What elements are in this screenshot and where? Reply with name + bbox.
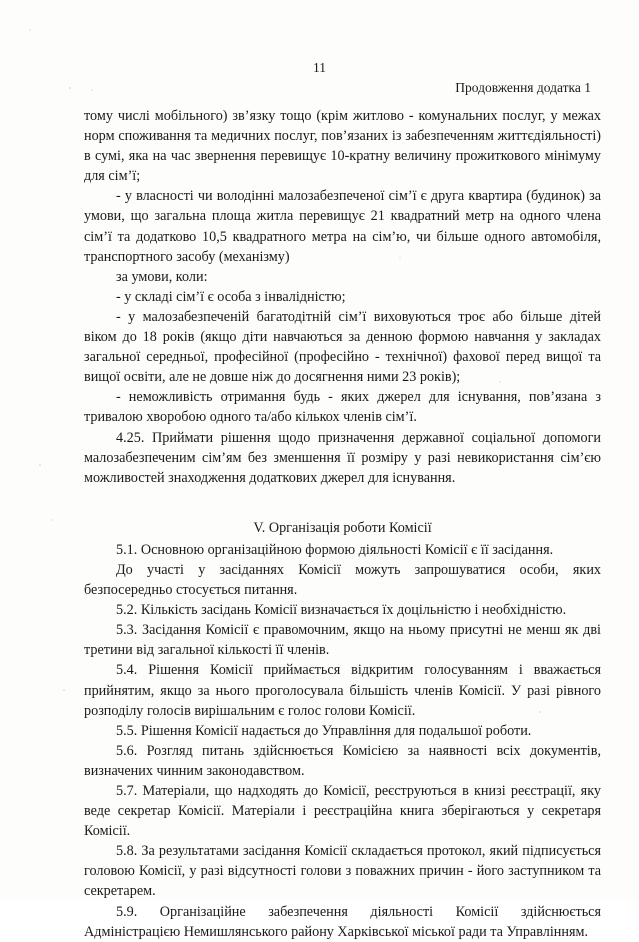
paragraph: - у малозабезпеченій багатодітній сім’ї виховуються троє або більше дітей віком до 18 років (якщо діти навчаються за денною формою навчання у закладах загальної середньої, професійної (професійно - технічної) фахової перед вищої та вищої освіти, але не довше ніж до досягнення ними 23 років); [84,308,601,386]
paragraph: 5.9. Організаційне забезпечення діяльності Комісії здійснюється Адміністрацією Немишлянського району Харківської міської ради та Управлінням. [84,903,601,940]
page-number: 11 [313,60,326,75]
document-body [84,106,601,942]
paragraph: 5.6. Розгляд питань здійснюється Комісією за наявності всіх документів, визначених чинним законодавством. [84,742,601,779]
paragraph: 5.7. Матеріали, що надходять до Комісії, реєструються в книзі реєстрації, яку веде секретар Комісії. Матеріали і реєстраційна книга зберігаються у секретаря Комісії. [84,783,601,840]
paragraph: 5.2. Кількість засідань Комісії визначається їх доцільністю і необхідністю. [116,602,567,619]
paragraph: за умови, коли: [116,268,208,285]
paragraph: До участі у засіданнях Комісії можуть запрошуватися особи, яких безпосередньо стосується питання. [84,561,601,599]
paragraph: 5.8. За результатами засідання Комісії складається протокол, який підписується головою Комісії, у разі відсутності голови з поважних причин - його заступником та секретарем. [84,843,601,900]
paragraph: 5.1. Основною організаційною формою діяльності Комісії є її засідання. [116,541,554,558]
continuation-note: Продовження додатка 1 [455,80,591,95]
paragraph: 4.25. Приймати рішення щодо призначення державної соціальної допомоги малозабезпеченим сім’ям без зменшення її розміру у разі невикористання сім’єю можливостей знаходження додаткових джерел для існування. [84,429,601,486]
paragraph: - неможливість отримання будь - яких джерел для існування, пов’язана з тривалою хворобою одного та/або кількох членів сім’ї. [84,389,601,426]
paragraph: тому числі мобільного) зв’язку тощо (крім житлово - комунальних послуг, у межах норм споживання та медичних послуг, пов’язаних із забезпеченням життєдіяльності) в сумі, яка на час звернення перевищує 10-кратну величину прожиткового мінімуму для сім’ї; [84,108,601,185]
section-title: V. Організація роботи Комісії [253,519,432,536]
paragraph: - у складі сім’ї є особа з інвалідністю; [116,288,346,305]
paragraph: 5.4. Рішення Комісії приймається відкритим голосуванням і вважається прийнятим, якщо за нього проголосувала більшість членів Комісії. У разі рівного розподілу голосів вирішальним є голос голови Комісії. [84,662,601,719]
paragraph: 5.3. Засідання Комісії є правомочним, якщо на ньому присутні не менш як дві третини від загальної кількості її членів. [84,622,601,659]
paragraph: 5.5. Рішення Комісії надається до Управління для подальшої роботи. [116,722,532,739]
paragraph: - у власності чи володінні малозабезпеченої сім’ї є друга квартира (будинок) за умови, що загальна площа житла перевищує 21 квадратний метр на одного члена сім’ї та додатково 10,5 квадратного метра на сім’ю, чи більше одного автомобіля, транспортного засобу (механізму) [84,188,601,265]
